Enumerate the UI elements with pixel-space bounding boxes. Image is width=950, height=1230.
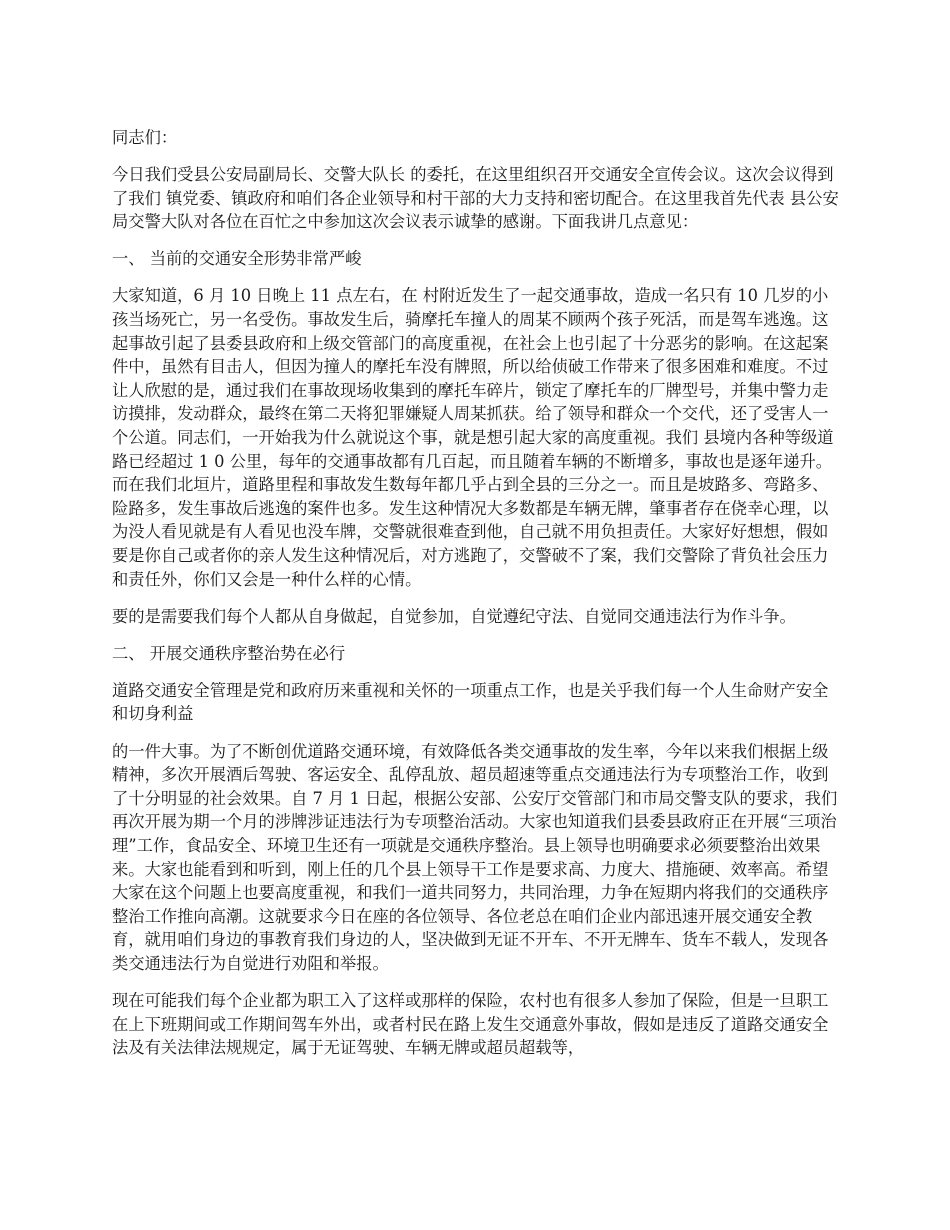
paragraph-traffic-management: 道路交通安全管理是党和政府历来重视和关怀的一项重点工作，也是关乎我们每一个人生命财产安全和切身利益 [112, 680, 829, 724]
paragraph-rectification: 的一件大事。为了不断创优道路交通环境，有效降低各类交通事故的发生率，今年以来我们根据上级精神，多次开展酒后驾驶、客运安全、乱停乱放、超员超速等重点交通违法行为专项整治工作，收到了十分明显的社会效果。自 7 月 1 日起，根据公安部、公安厅交管部门和市局交警支队的要求，我们再次开展为期一个月的涉牌涉证违法行为专项整治活动。大家也知道我们县委县政府正在开展“三项治理”工作，食品安全、环境卫生还有一项就是交通秩序整治。县上领导也明确要求必须要整治出效果来。大家也能看到和听到，刚上任的几个县上领导干工作是要求高、力度大、措施硬、效率高。希望大家在这个问题上也要高度重视，和我们一道共同努力，共同治理，力争在短期内将我们的交通秩序整治工作推向高潮。这就要求今日在座的各位领导、各位老总在咱们企业内部迅速开展交通安全教育，就用咱们身边的事教育我们身边的人，坚决做到无证不开车、不开无牌车、货车不载人，发现各类交通违法行为自觉进行劝阻和举报。 [112, 741, 838, 973]
salutation: 同志们： [112, 128, 178, 147]
paragraph-accident: 大家知道，6 月 10 日晚上 11 点左右，在 村附近发生了一起交通事故，造成一名只有 10 几岁的小孩当场死亡，另一名受伤。事故发生后，骑摩托车撞人的周某不顾两个孩子死活，而是驾车逃逸。这起事故引起了县委县政府和上级交管部门的高度重视，在社会上也引起了十分恶劣的影响。在这起案件中，虽然有目击人，但因为撞人的摩托车没有牌照，所以给侦破工作带来了很多困难和难度。不过让人欣慰的是，通过我们在事故现场收集到的摩托车碎片，锁定了摩托车的厂牌型号，并集中警力走访摸排，发动群众，最终在第二天将犯罪嫌疑人周某抓获。给了领导和群众一个交代，还了受害人一个公道。同志们，一开始我为什么就说这个事，就是想引起大家的高度重视。我们 县境内各种等级道路已经超过 1 0 公里，每年的交通事故都有几百起，而且随着车辆的不断增多，事故也是逐年递升。而在我们北垣片，道路里程和事故发生数每年都几乎占到全县的三分之一。而且是坡路多、弯路多、险路多，发生事故后逃逸的案件也多。发生这种情况大多数都是车辆无牌，肇事者存在侥幸心理，以为没人看见就是有人看见也没车牌，交警就很难查到他，自己就不用负担责任。大家好好想想，假如要是你自己或者你的亲人发生这种情况后，对方逃跑了，交警破不了案，我们交警除了背负社会压力和责任外，你们又会是一种什么样的心情。 [112, 286, 834, 589]
document-page [112, 126, 842, 1073]
section-heading-2: 二、 开展交通秩序整治势在必行 [112, 643, 346, 663]
section-heading-1: 一、 当前的交通安全形势非常严峻 [112, 249, 362, 269]
paragraph-intro: 今日我们受县公安局副局长、交警大队长 的委托，在这里组织召开交通安全宣传会议。这次会议得到了我们 镇党委、镇政府和咱们各企业领导和村干部的大力支持和密切配合。在这里我首先代表 县公安局交警大队对各位在百忙之中参加这次会议表示诚挚的感谢。下面我讲几点意见： [112, 165, 839, 232]
paragraph-self-start: 要的是需要我们每个人都从自身做起，自觉参加，自觉遵纪守法、自觉同交通违法行为作斗争。 [112, 606, 796, 626]
paragraph-insurance: 现在可能我们每个企业都为职工入了这样或那样的保险，农村也有很多人参加了保险，但是一旦职工在上下班期间或工作期间驾车外出，或者村民在路上发生交通意外事故，假如是违反了道路交通安全法及有关法律法规规定，属于无证驾驶、车辆无牌或超员超载等， [112, 991, 829, 1058]
